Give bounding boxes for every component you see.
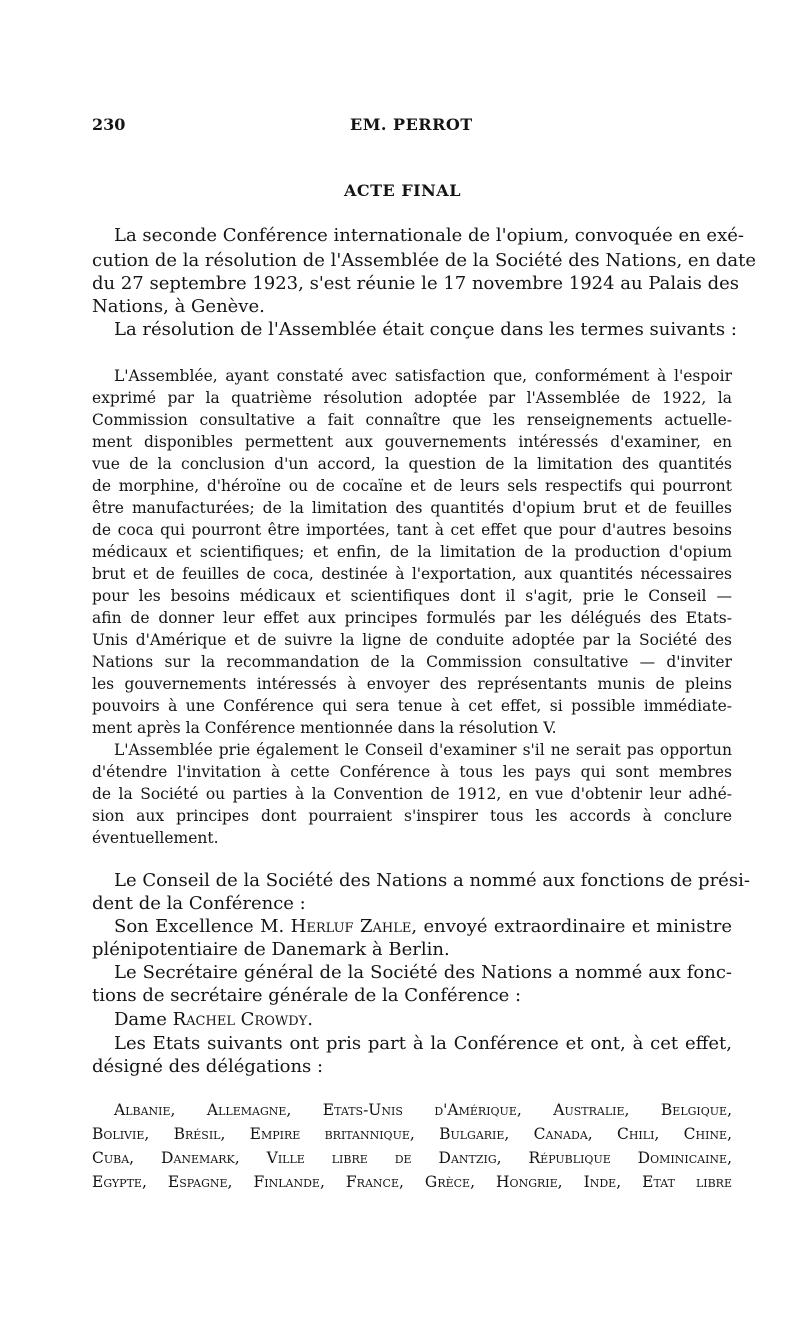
- intro-line: La seconde Conférence internationale de l'opium, convoquée en exé-: [114, 225, 744, 246]
- secretary-suffix: .: [307, 1009, 313, 1030]
- secretary-line: Le Secrétaire général de la Société des Nations a nommé aux fonc-: [114, 962, 732, 983]
- president-prefix: Son Excellence M.: [114, 916, 291, 937]
- section-title: ACTE FINAL: [344, 181, 461, 200]
- council-line: Le Conseil de la Société des Nations a nommé aux fonctions de prési-: [114, 870, 750, 891]
- president-suffix: , envoyé extraordinaire et ministre: [411, 916, 732, 937]
- quote-line: de coca qui pourront être importées, tant à cet effet que pour d'autres besoins: [92, 521, 732, 539]
- quote-line: de morphine, d'héroïne ou de cocaïne et de leurs sels respectifs qui pourront: [92, 477, 732, 495]
- country-line: Albanie, Allemagne, Etats-Unis d'Amérique, Australie, Belgique,: [114, 1101, 732, 1119]
- quote-line: pouvoirs à une Conférence qui sera tenue à cet effet, si possible immédiate-: [92, 697, 732, 715]
- quote-line: sion aux principes dont pourraient s'inspirer tous les accords à conclure: [92, 807, 732, 825]
- quote-line: Unis d'Amérique et de suivre la ligne de conduite adoptée par la Société des: [92, 631, 732, 649]
- quote-line: médicaux et scientifiques; et enfin, de la limitation de la production d'opium: [92, 543, 732, 561]
- quote-line: éventuellement.: [92, 829, 219, 847]
- secretary-line: tions de secrétaire générale de la Conférence :: [92, 985, 522, 1006]
- quote-line: Nations sur la recommandation de la Commission consultative — d'inviter: [92, 653, 732, 671]
- council-line: dent de la Conférence :: [92, 893, 306, 914]
- intro-line: cution de la résolution de l'Assemblée de la Société des Nations, en date: [92, 250, 757, 271]
- quote-line: exprimé par la quatrième résolution adoptée par l'Assemblée de 1922, la: [92, 389, 732, 407]
- president-line-continuation: plénipotentiaire de Danemark à Berlin.: [92, 939, 450, 960]
- quote-line: Commission consultative a fait connaître que les renseignements actuelle-: [92, 411, 732, 429]
- country-line: Egypte, Espagne, Finlande, France, Grèce, Hongrie, Inde, Etat libre: [92, 1173, 732, 1191]
- quote-line: vue de la conclusion d'un accord, la question de la limitation des quantités: [92, 455, 732, 473]
- quote-line: brut et de feuilles de coca, destinée à l'exportation, aux quantités nécessaires: [92, 565, 732, 583]
- page-number: 230: [92, 115, 126, 134]
- quote-line: L'Assemblée prie également le Conseil d'examiner s'il ne serait pas opportun: [114, 741, 732, 759]
- intro-line: du 27 septembre 1923, s'est réunie le 17 novembre 1924 au Palais des: [92, 273, 739, 294]
- president-name: Herluf Zahle: [290, 916, 412, 937]
- states-line: Les Etats suivants ont pris part à la Conférence et ont, à cet effet,: [114, 1033, 732, 1054]
- country-line: Cuba, Danemark, Ville libre de Dantzig, République Dominicaine,: [92, 1149, 732, 1167]
- quote-line: être manufacturées; de la limitation des quantités d'opium brut et de feuilles: [92, 499, 732, 517]
- secretary-name: Rachel Crowdy: [172, 1009, 308, 1030]
- quote-line: de la Société ou parties à la Convention de 1912, en vue d'obtenir leur adhé-: [92, 785, 732, 803]
- states-line: désigné des délégations :: [92, 1056, 324, 1077]
- quote-line: les gouvernements intéressés à envoyer des représentants munis de pleins: [92, 675, 732, 693]
- secretary-name-line: [114, 1011, 313, 1029]
- quote-line: ment après la Conférence mentionnée dans la résolution V.: [92, 719, 557, 737]
- intro-line: La résolution de l'Assemblée était conçue dans les termes suivants :: [114, 319, 737, 340]
- quote-line: pour les besoins médicaux et scientifiques dont il s'agit, prie le Conseil —: [92, 587, 732, 605]
- quote-line: afin de donner leur effet aux principes formulés par les délégués des Etats-: [92, 609, 732, 627]
- intro-line: Nations, à Genève.: [92, 296, 265, 317]
- country-line: Bolivie, Brésil, Empire britannique, Bulgarie, Canada, Chili, Chine,: [92, 1125, 732, 1143]
- running-title: EM. PERROT: [350, 115, 473, 134]
- president-line: [114, 918, 732, 936]
- quote-line: L'Assemblée, ayant constaté avec satisfaction que, conformément à l'espoir: [114, 367, 732, 385]
- quote-line: ment disponibles permettent aux gouvernements intéressés d'examiner, en: [92, 433, 732, 451]
- secretary-prefix: Dame: [114, 1009, 173, 1030]
- quote-line: d'étendre l'invitation à cette Conférence à tous les pays qui sont membres: [92, 763, 732, 781]
